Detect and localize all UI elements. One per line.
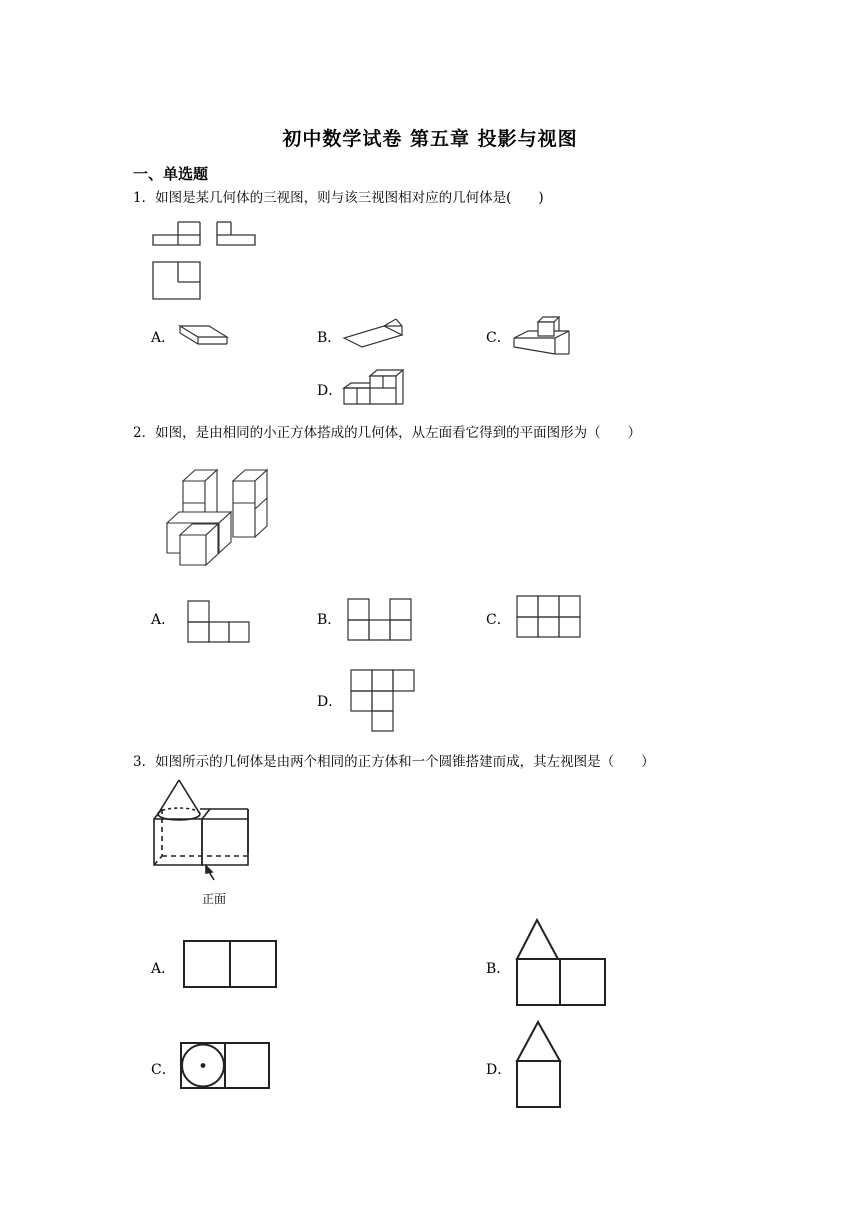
q3-option-a-label[interactable]: A． <box>151 961 176 977</box>
q1-option-d-label[interactable]: D． <box>317 383 343 399</box>
q3-front-label: 正面 <box>202 892 227 906</box>
q2-cube-stack-figure <box>163 465 281 569</box>
q2-option-a-label[interactable]: A． <box>151 612 176 628</box>
q3-option-c-figure[interactable] <box>178 1040 272 1092</box>
section-heading: 一、单选题 <box>133 165 209 183</box>
q2-option-d-label[interactable]: D． <box>317 694 343 710</box>
q3-option-b-label[interactable]: B． <box>486 961 511 977</box>
q3-option-a-figure[interactable] <box>181 938 279 990</box>
q1-three-view-figure <box>150 220 260 302</box>
q3-option-d-label[interactable]: D． <box>486 1062 512 1078</box>
question-1-text: 1．如图是某几何体的三视图，则与该三视图相对应的几何体是( ) <box>133 190 544 206</box>
q3-option-c-label[interactable]: C． <box>151 1062 176 1078</box>
q1-option-a-figure[interactable] <box>177 320 232 348</box>
page-title: 初中数学试卷 第五章 投影与视图 <box>282 128 578 150</box>
q3-option-b-figure[interactable] <box>513 916 609 1010</box>
q1-option-a-label[interactable]: A． <box>151 330 176 346</box>
q2-option-c-figure[interactable] <box>515 594 583 640</box>
q2-option-a-figure[interactable] <box>186 599 252 645</box>
q1-option-b-label[interactable]: B． <box>317 330 342 346</box>
q2-option-d-figure[interactable] <box>349 668 417 734</box>
q1-option-d-figure[interactable] <box>341 366 407 408</box>
q2-option-b-label[interactable]: B． <box>317 612 342 628</box>
question-2-text: 2．如图，是由相同的小正方体搭成的几何体，从左面看它得到的平面图形为（ ） <box>133 425 642 441</box>
q2-option-c-label[interactable]: C． <box>486 612 511 628</box>
question-3-text: 3．如图所示的几何体是由两个相同的正方体和一个圆锥搭建而成，其左视图是（ ） <box>133 754 655 770</box>
q3-option-d-figure[interactable] <box>513 1018 567 1112</box>
q1-option-c-label[interactable]: C． <box>486 330 511 346</box>
q1-option-b-figure[interactable] <box>341 316 407 350</box>
q3-solid-figure <box>148 776 252 882</box>
q2-option-b-figure[interactable] <box>346 597 414 643</box>
q1-option-c-figure[interactable] <box>511 313 573 357</box>
